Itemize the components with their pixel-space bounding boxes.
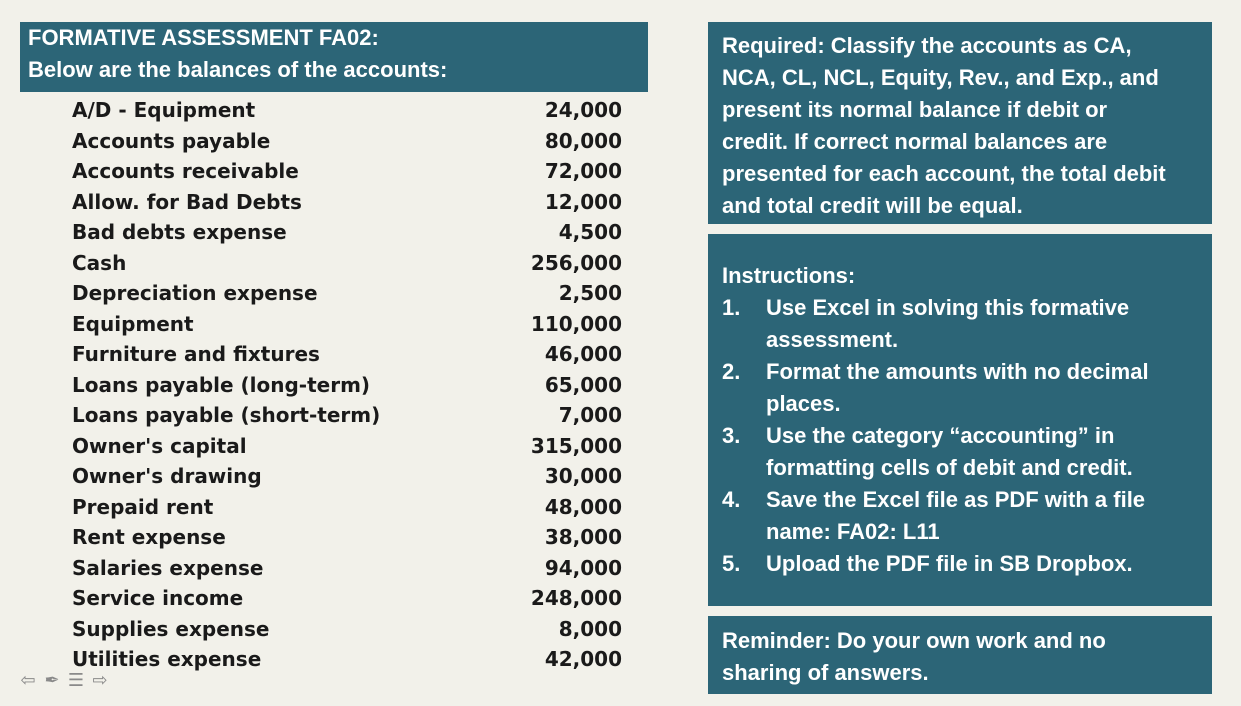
- instruction-number: 3.: [722, 423, 741, 448]
- account-name: Salaries expense: [72, 555, 264, 580]
- pen-icon[interactable]: ✒: [44, 670, 60, 691]
- account-row: [72, 522, 622, 553]
- account-row: [72, 370, 622, 401]
- account-amount: 38,000: [544, 525, 622, 549]
- instruction-text: Use Excel in solving this formative: [766, 295, 1130, 320]
- account-amount: 30,000: [544, 464, 622, 488]
- account-row: [72, 492, 622, 523]
- instruction-text: Format the amounts with no decimal: [766, 359, 1149, 384]
- account-balances-list: [72, 95, 622, 675]
- account-name: Accounts receivable: [72, 159, 299, 183]
- account-amount: 2,500: [558, 281, 622, 305]
- account-row: [72, 156, 622, 187]
- required-panel: [708, 22, 1212, 224]
- instruction-text: Save the Excel file as PDF with a file: [766, 487, 1146, 512]
- account-name: Equipment: [72, 311, 194, 336]
- menu-icon[interactable]: ☰: [67, 670, 85, 691]
- instruction-item: [722, 292, 1198, 356]
- account-amount: 42,000: [544, 647, 622, 671]
- account-row: [72, 217, 622, 248]
- required-text-line: Required: Classify the accounts as CA,: [722, 33, 1132, 58]
- instruction-item: [722, 548, 1198, 580]
- instruction-item: [722, 356, 1198, 420]
- required-text-line: credit. If correct normal balances are: [722, 129, 1108, 154]
- account-row: [72, 431, 622, 462]
- account-amount: 72,000: [544, 159, 622, 183]
- account-name: Depreciation expense: [72, 281, 318, 305]
- instruction-text: formatting cells of debit and credit.: [766, 455, 1133, 480]
- instruction-text: assessment.: [766, 327, 899, 352]
- assessment-header: [20, 22, 648, 92]
- instruction-text: places.: [766, 391, 841, 416]
- instructions-list: [722, 292, 1198, 580]
- instruction-item: [722, 420, 1198, 484]
- required-text-line: and total credit will be equal.: [722, 193, 1023, 218]
- required-text-line: present its normal balance if debit or: [722, 97, 1108, 122]
- account-name: Loans payable (long-term): [72, 372, 371, 397]
- assessment-subtitle: Below are the balances of the accounts:: [28, 57, 448, 82]
- instruction-text: Use the category “accounting” in: [766, 423, 1115, 448]
- account-name: Utilities expense: [72, 647, 262, 671]
- account-amount: 4,500: [558, 220, 622, 244]
- account-amount: 24,000: [544, 98, 622, 122]
- account-name: Rent expense: [72, 525, 226, 549]
- account-row: [72, 461, 622, 492]
- account-name: Bad debts expense: [72, 220, 287, 244]
- instructions-title: Instructions:: [722, 263, 856, 288]
- account-name: Allow. for Bad Debts: [72, 189, 302, 214]
- account-amount: 94,000: [544, 555, 622, 580]
- account-amount: 256,000: [530, 250, 622, 275]
- account-amount: 12,000: [544, 189, 622, 214]
- instruction-item: [722, 484, 1198, 548]
- account-name: Prepaid rent: [72, 494, 214, 519]
- account-row: [72, 644, 622, 675]
- account-row: [72, 583, 622, 614]
- account-amount: 110,000: [530, 311, 622, 336]
- instruction-text: name: FA02: L11: [766, 519, 940, 544]
- account-name: Owner's capital: [72, 433, 247, 458]
- account-row: [72, 553, 622, 584]
- required-text-line: presented for each account, the total debit: [722, 161, 1166, 186]
- account-amount: 8,000: [558, 616, 622, 641]
- reminder-panel: [708, 616, 1212, 694]
- account-name: Supplies expense: [72, 616, 270, 641]
- account-amount: 65,000: [544, 372, 622, 397]
- account-amount: 7,000: [558, 403, 622, 427]
- account-amount: 248,000: [530, 586, 622, 610]
- instruction-text: Upload the PDF file in SB Dropbox.: [766, 551, 1133, 576]
- account-amount: 315,000: [530, 433, 622, 458]
- account-row: [72, 187, 622, 218]
- arrow-left-icon[interactable]: ⇦: [20, 670, 36, 691]
- reminder-text-line: Reminder: Do your own work and no: [722, 628, 1106, 653]
- account-name: Accounts payable: [72, 128, 271, 153]
- slide-navigation: [18, 670, 110, 692]
- instruction-number: 5.: [722, 551, 741, 576]
- account-row: [72, 339, 622, 370]
- account-name: Loans payable (short-term): [72, 403, 381, 427]
- instruction-number: 2.: [722, 359, 741, 384]
- account-row: [72, 614, 622, 645]
- assessment-title: FORMATIVE ASSESSMENT FA02:: [28, 25, 379, 50]
- account-name: A/D - Equipment: [72, 98, 256, 122]
- account-amount: 48,000: [544, 494, 622, 519]
- required-text-line: NCA, CL, NCL, Equity, Rev., and Exp., and: [722, 65, 1159, 90]
- account-name: Furniture and fixtures: [72, 342, 320, 366]
- reminder-text-line: sharing of answers.: [722, 660, 929, 685]
- instructions-panel: [708, 234, 1212, 606]
- account-row: [72, 126, 622, 157]
- instruction-number: 4.: [722, 487, 741, 512]
- account-name: Service income: [72, 586, 244, 610]
- account-amount: 80,000: [544, 128, 622, 153]
- account-row: [72, 248, 622, 279]
- account-row: [72, 278, 622, 309]
- account-name: Cash: [72, 250, 127, 275]
- account-amount: 46,000: [544, 342, 622, 366]
- arrow-right-icon[interactable]: ⇨: [92, 670, 108, 691]
- account-row: [72, 400, 622, 431]
- account-name: Owner's drawing: [72, 464, 262, 488]
- instruction-number: 1.: [722, 295, 741, 320]
- account-row: [72, 95, 622, 126]
- account-row: [72, 309, 622, 340]
